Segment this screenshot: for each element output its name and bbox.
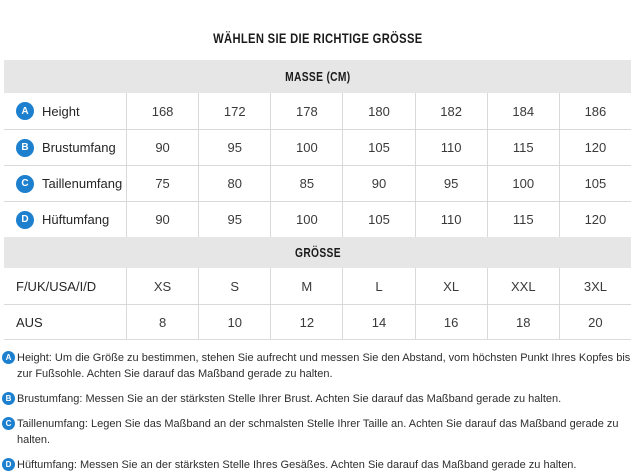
measurement-value-cell: 105: [342, 202, 414, 237]
row-label-cell: [4, 93, 126, 129]
size-value-cell: 16: [415, 305, 487, 339]
size-value-cell: 18: [487, 305, 559, 339]
row-label: Hüftumfang: [42, 212, 110, 227]
table-row-hueftumfang: [4, 201, 631, 237]
measurement-value-cell: 120: [559, 130, 631, 165]
measurement-value-cell: 105: [559, 166, 631, 201]
table-row-size-labels: [4, 268, 631, 304]
size-value-cell: 8: [126, 305, 198, 339]
marker-c-badge: C: [2, 417, 15, 430]
measurement-value-cell: 100: [270, 130, 342, 165]
size-guide-header: [0, 0, 635, 60]
measurement-value-cell: 90: [126, 202, 198, 237]
size-chart-table: [4, 60, 631, 340]
measurement-instructions: [2, 350, 631, 473]
row-label-cell: [4, 130, 126, 165]
measurement-value-cell: 95: [198, 130, 270, 165]
footnote-hueftumfang: [2, 457, 631, 473]
marker-c-badge: C: [16, 175, 34, 193]
size-value-cell: XXL: [487, 268, 559, 304]
measurement-value-cell: 95: [198, 202, 270, 237]
row-label: AUS: [16, 314, 43, 330]
measurement-value-cell: 168: [126, 93, 198, 129]
footnote-text: Hüftumfang: Messen Sie an der stärksten Stelle Ihres Gesäßes. Achten Sie darauf das Maßband gerade zu halten.: [17, 459, 577, 471]
row-label-cell: [4, 166, 126, 201]
table-row-taillenumfang: [4, 165, 631, 201]
marker-a-badge: A: [2, 351, 15, 364]
measurement-value-cell: 90: [126, 130, 198, 165]
row-label-cell: [4, 268, 126, 304]
sizes-section-header: [4, 237, 631, 268]
measurement-value-cell: 100: [270, 202, 342, 237]
measurement-value-cell: 100: [487, 166, 559, 201]
measurement-value-cell: 75: [126, 166, 198, 201]
page-title: WÄHLEN SIE DIE RICHTIGE GRÖSSE: [212, 30, 423, 46]
size-value-cell: S: [198, 268, 270, 304]
measurement-value-cell: 180: [342, 93, 414, 129]
row-label: Taillenumfang: [42, 176, 123, 191]
footnote-taillenumfang: [2, 416, 631, 448]
measurement-value-cell: 172: [198, 93, 270, 129]
marker-b-badge: B: [16, 139, 34, 157]
size-value-cell: M: [270, 268, 342, 304]
measurement-value-cell: 120: [559, 202, 631, 237]
measurement-value-cell: 115: [487, 130, 559, 165]
row-label-cell: [4, 202, 126, 237]
measurement-value-cell: 110: [415, 130, 487, 165]
size-value-cell: 10: [198, 305, 270, 339]
footnote-text: Taillenumfang: Legen Sie das Maßband an der schmalsten Stelle Ihrer Taille an. Achten Sie darauf das Maßband gerade zu halten.: [17, 418, 619, 446]
row-label: Height: [42, 103, 80, 119]
size-value-cell: XL: [415, 268, 487, 304]
measurement-value-cell: 115: [487, 202, 559, 237]
measurement-value-cell: 80: [198, 166, 270, 201]
measurement-value-cell: 184: [487, 93, 559, 129]
measurements-section-title: MASSE (CM): [284, 69, 351, 84]
table-row-aus: [4, 304, 631, 339]
size-value-cell: 12: [270, 305, 342, 339]
measurement-value-cell: 110: [415, 202, 487, 237]
footnote-text: Height: Um die Größe zu bestimmen, stehen Sie aufrecht und messen Sie den Abstand, vom höchsten Punkt Ihres Kopfes bis zur Fußsohle. Achten Sie darauf das Maßband gerade zu halten.: [17, 352, 631, 380]
table-row-brustumfang: [4, 129, 631, 165]
marker-b-badge: B: [2, 392, 15, 405]
measurements-section-header: [4, 60, 631, 93]
size-value-cell: XS: [126, 268, 198, 304]
footnote-brustumfang: [2, 391, 631, 407]
size-value-cell: 14: [342, 305, 414, 339]
table-row-height: [4, 93, 631, 129]
measurement-value-cell: 182: [415, 93, 487, 129]
marker-d-badge: D: [16, 211, 34, 229]
row-label-cell: [4, 305, 126, 339]
measurement-value-cell: 85: [270, 166, 342, 201]
marker-a-badge: A: [16, 102, 34, 120]
row-label: Brustumfang: [42, 140, 116, 155]
size-value-cell: L: [342, 268, 414, 304]
measurement-value-cell: 105: [342, 130, 414, 165]
size-value-cell: 20: [559, 305, 631, 339]
measurement-value-cell: 90: [342, 166, 414, 201]
sizes-section-title: GRÖSSE: [294, 245, 341, 260]
size-value-cell: 3XL: [559, 268, 631, 304]
footnote-height: [2, 350, 631, 382]
footnote-text: Brustumfang: Messen Sie an der stärksten Stelle Ihrer Brust. Achten Sie darauf das Maßband gerade zu halten.: [17, 393, 562, 405]
measurement-value-cell: 95: [415, 166, 487, 201]
row-label: F/UK/USA/I/D: [16, 278, 97, 294]
measurement-value-cell: 186: [559, 93, 631, 129]
marker-d-badge: D: [2, 458, 15, 471]
measurement-value-cell: 178: [270, 93, 342, 129]
